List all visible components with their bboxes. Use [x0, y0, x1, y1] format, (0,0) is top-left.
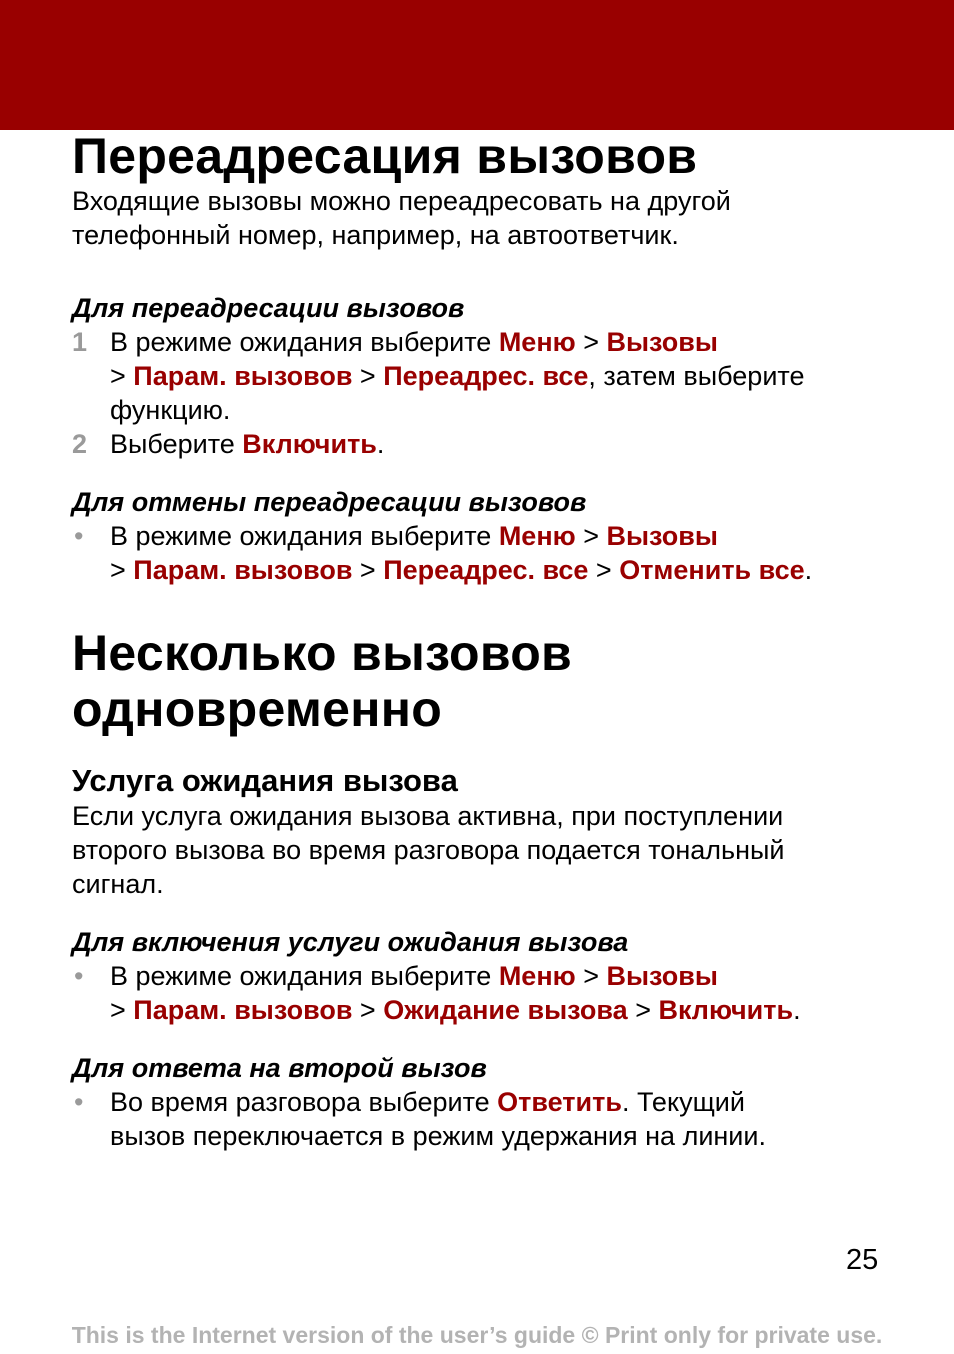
step-number: 2: [72, 429, 88, 459]
activate-term: Включить: [242, 429, 377, 459]
call-settings-term: Парам. вызовов: [133, 995, 353, 1025]
call-settings-term: Парам. вызовов: [133, 555, 353, 585]
step-2: 2 Выберите Включить.: [72, 429, 385, 459]
forwarding-steps: [72, 325, 902, 461]
bullet-item: • Во время разговора выберите Ответить. Текущий вызов переключается в режим удержания на линии.: [74, 1087, 766, 1151]
bullet-marker: •: [74, 521, 84, 551]
subheading-enable-forwarding: Для переадресации вызовов: [72, 293, 465, 323]
subheading-cancel-forwarding: Для отмены переадресации вызовов: [72, 487, 587, 517]
header-band: [0, 0, 954, 130]
answer-second-call-steps: [72, 1085, 902, 1153]
menu-term: Меню: [498, 961, 576, 991]
forward-all-term: Переадрес. все: [383, 555, 589, 585]
call-forwarding-intro: Входящие вызовы можно переадресовать на другой телефонный номер, например, на автоответчик.: [72, 186, 731, 250]
call-waiting-steps: [72, 959, 902, 1027]
activate-term: Включить: [658, 995, 794, 1025]
section-title-multiple-calls: Несколько вызовов одновременно: [72, 625, 573, 737]
page-number: 25: [846, 1244, 879, 1276]
call-waiting-term: Ожидание вызова: [383, 995, 628, 1025]
cancel-all-term: Отменить все: [619, 555, 805, 585]
step-1: 1 В режиме ожидания выберите Меню > Вызовы > Парам. вызовов > Переадрес. все, затем выберите функцию.: [72, 327, 805, 425]
step-number: 1: [72, 327, 88, 357]
bullet-item: • В режиме ожидания выберите Меню > Вызовы > Парам. вызовов > Переадрес. все > Отменить все.: [74, 521, 813, 585]
calls-term: Вызовы: [606, 327, 718, 357]
cancel-forwarding-steps: [72, 519, 902, 587]
section-title-call-forwarding: Переадресация вызовов: [72, 128, 698, 184]
forward-all-term: Переадрес. все: [383, 361, 589, 391]
answer-term: Ответить: [497, 1087, 622, 1117]
calls-term: Вызовы: [606, 521, 718, 551]
menu-term: Меню: [498, 327, 576, 357]
bullet-marker: •: [74, 961, 84, 991]
subheading-answer-second-call: Для ответа на второй вызов: [72, 1053, 487, 1083]
bullet-item: • В режиме ожидания выберите Меню > Вызовы > Парам. вызовов > Ожидание вызова > Включить.: [74, 961, 801, 1025]
page-content: [72, 128, 902, 1153]
call-waiting-intro: Если услуга ожидания вызова активна, при поступлении второго вызова во время разговора подается тональный сигнал.: [72, 801, 785, 899]
menu-term: Меню: [498, 521, 576, 551]
subheading-enable-call-waiting: Для включения услуги ожидания вызова: [72, 927, 629, 957]
footer-notice: This is the Internet version of the user’s guide © Print only for private use.: [71, 1322, 883, 1348]
subtitle-call-waiting: Услуга ожидания вызова: [72, 763, 458, 798]
call-settings-term: Парам. вызовов: [133, 361, 353, 391]
bullet-marker: •: [74, 1087, 84, 1117]
calls-term: Вызовы: [606, 961, 718, 991]
